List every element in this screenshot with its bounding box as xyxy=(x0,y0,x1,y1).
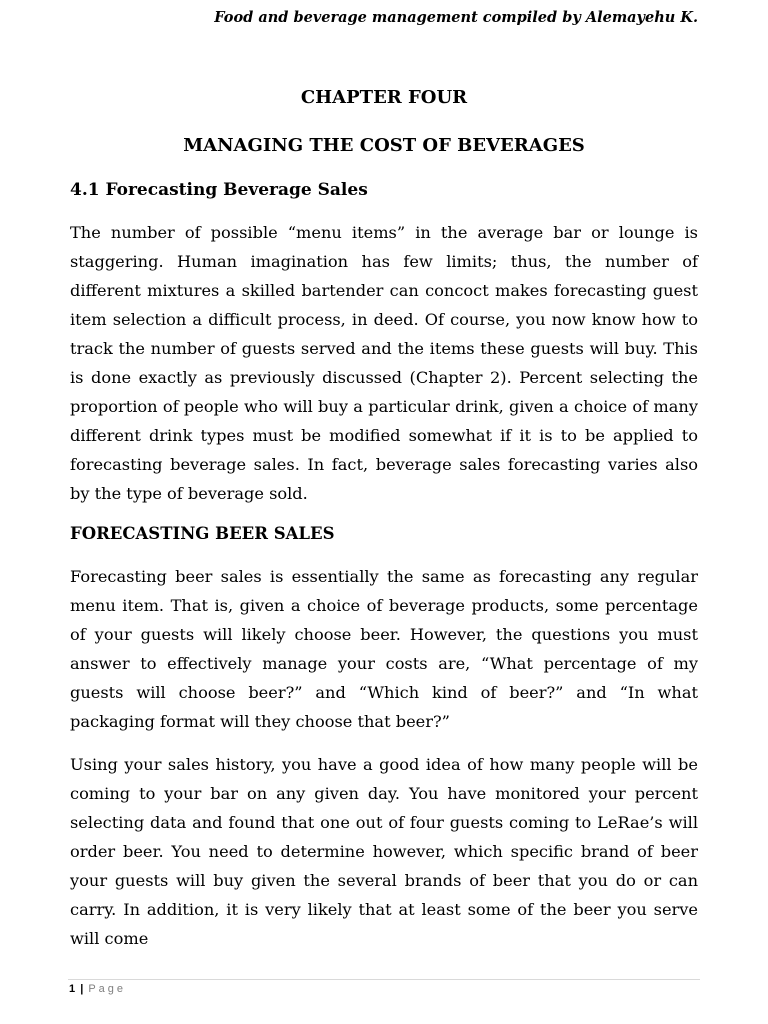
document-body xyxy=(70,86,698,967)
section-paragraph: The number of possible “menu items” in the average bar or lounge is staggering. Human imagination has few limits; thus, the number of different mixtures a skilled bartender can concoct makes forecasting guest item selection a difficult process, in deed. Of course, you now know how to track the number of guests served and the items these guests will buy. This is done exactly as previously discussed (Chapter 2). Percent selecting the proportion of people who will buy a particular drink, given a choice of many different drink types must be modified somewhat if it is to be applied to forecasting beverage sales. In fact, beverage sales forecasting varies also by the type of beverage sold. xyxy=(70,223,698,503)
footer-separator: | xyxy=(80,983,84,995)
page-number: 1 xyxy=(69,983,76,995)
subsection-heading: FORECASTING BEER SALES xyxy=(70,524,335,543)
page-footer xyxy=(69,983,126,995)
running-header: Food and beverage management compiled by Alemayehu K. xyxy=(214,9,698,26)
section-heading: 4.1 Forecasting Beverage Sales xyxy=(70,180,368,200)
page-label: Page xyxy=(88,983,127,995)
subsection-paragraph-2: Using your sales history, you have a good idea of how many people will be coming to your bar on any given day. You have monitored your percent selecting data and found that one out of four guests coming to LeRae’s will order beer. You need to determine however, which specific brand of beer your guests will buy given the several brands of beer that you do or can carry. In addition, it is very likely that at least some of the beer you serve will come xyxy=(70,755,698,948)
chapter-title: MANAGING THE COST OF BEVERAGES xyxy=(183,135,585,156)
chapter-label: CHAPTER FOUR xyxy=(300,87,468,108)
footer-divider xyxy=(68,979,700,980)
subsection-paragraph-1: Forecasting beer sales is essentially the same as forecasting any regular menu item. That is, given a choice of beverage products, some percentage of your guests will likely choose beer. However, the questions you must answer to effectively manage your costs are, “What percentage of my guests will choose beer?” and “Which kind of beer?” and “In what packaging format will they choose that beer?” xyxy=(70,567,698,731)
